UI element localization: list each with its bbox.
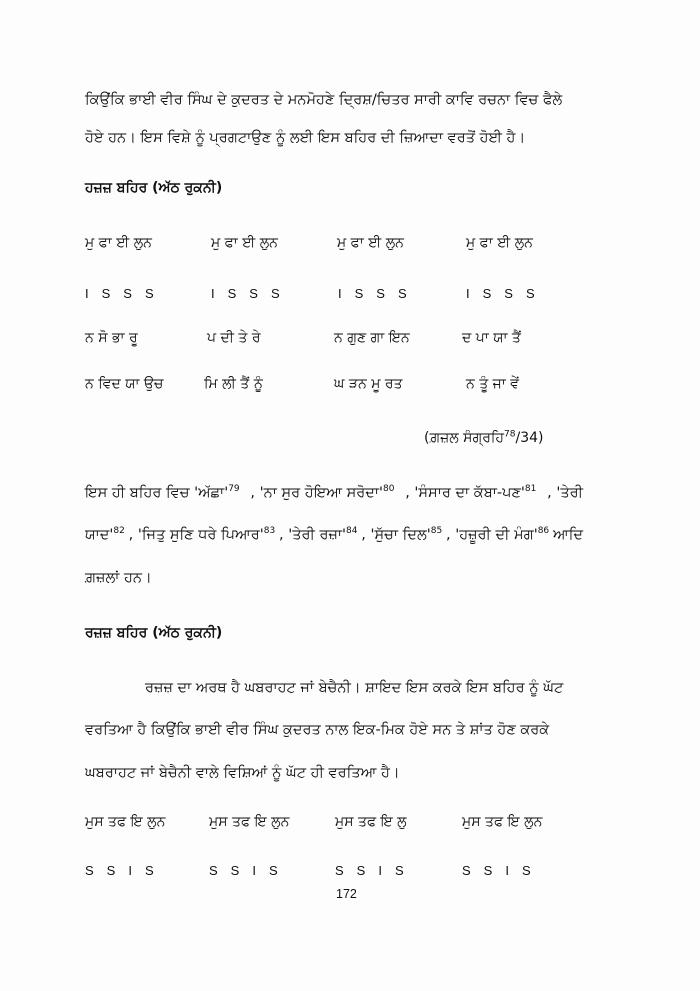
scansion-group xyxy=(85,861,167,881)
section-heading-rajaz: ਰਜ਼ਜ਼ ਬਹਿਰ (ਅੱਠ ਰੁਕਨੀ) xyxy=(85,625,223,641)
paragraph-1-line-1: ਕਿਉਂਕਿ ਭਾਈ ਵੀਰ ਸਿੰਘ ਦੇ ਕੁਦਰਤ ਦੇ ਮਨਮੋਹਣੇ ਦ੍ਰਿਸ਼/ਚਿਤਰ ਸਾਰੀ ਕਾਵਿ ਰਚਨਾ ਵਿਚ ਫੈਲੇ xyxy=(85,92,563,108)
scansion-mark: S xyxy=(249,286,258,301)
meter-foot: ਮੁਸ ਤਫ ਇ ਲੁਨ xyxy=(462,814,543,830)
verse-syllables: ਮਿ ਲੀ ਤੈਂ ਨੂੰ xyxy=(204,376,263,392)
text-segment: , 'ਨਾ ਸੁਰ ਹੋਇਆ $ਸਰੋਦਾ'^{80}$ xyxy=(250,484,395,501)
footnote-ref: 81 xyxy=(524,484,537,495)
scansion-mark: I xyxy=(338,286,342,301)
scansion-mark: S xyxy=(394,863,404,878)
paragraph-3-line-2: ਵਰਤਿਆ ਹੈ ਕਿਉਂਕਿ ਭਾਈ ਵੀਰ ਸਿੰਘ ਕੁਦਰਤ ਨਾਲ ਇਕ-ਮਿਕ ਹੋਏ ਸਨ ਤੇ ਸ਼ਾਂਤ ਹੋਣ ਕਰਕੇ xyxy=(85,722,550,738)
scansion-mark: S xyxy=(462,863,471,878)
scansion-mark: I xyxy=(378,863,382,878)
scansion-mark: S xyxy=(504,286,513,301)
footnote-ref: 79 xyxy=(228,484,240,495)
footnote-ref: 83 xyxy=(263,526,276,537)
text-segment: $ਯਾਦ'^{82}$ xyxy=(85,526,125,543)
paragraph-2-line-3: ਗ਼ਜ਼ਲਾਂ ਹਨ। xyxy=(85,570,152,586)
footnote-ref: 80 xyxy=(382,484,395,495)
text-segment: , 'ਸੰਸਾਰ ਦਾ $ਕੱਬਾ-ਪਣ'^{81}$ xyxy=(405,484,537,501)
paragraph-2-line-2 xyxy=(85,525,583,545)
footnote-ref: 82 xyxy=(113,526,125,537)
scansion-mark: S xyxy=(356,863,366,878)
scansion-mark: I xyxy=(466,286,470,301)
citation xyxy=(424,428,543,448)
scansion-mark: S xyxy=(230,863,240,878)
scansion-mark: S xyxy=(354,286,364,301)
text-segment: ਆਦਿ xyxy=(552,527,583,543)
scansion-mark: I xyxy=(211,286,215,301)
scansion-mark: S xyxy=(85,863,94,878)
paragraph-2-line-1 xyxy=(85,483,583,503)
verse-syllables: ਪ ਦੀ ਤੇ ਰੇ xyxy=(207,330,261,346)
footnote-ref: 85 xyxy=(430,526,443,537)
verse-syllables: ਦ ਪਾ ਯਾ ਤੈਂ xyxy=(462,330,521,346)
scansion-mark: S xyxy=(397,286,407,301)
verse-syllables: ਨ ਵਿਦ ਯਾ ਉਚ xyxy=(85,376,164,392)
text-segment: , 'ਤੇਰੀ $ਰਜ਼ਾ'^{84}$ xyxy=(279,526,358,543)
meter-foot: ਮੁਸ ਤਫ ਇ ਲੁ xyxy=(335,814,407,830)
scansion-group xyxy=(466,284,548,304)
text-segment: , 'ਤੇਰੀ xyxy=(547,485,583,501)
meter-foot: ਮੁ ਫਾ ਈ ਲੁਨ xyxy=(466,235,533,251)
scansion-mark: S xyxy=(123,286,132,301)
footnote-ref: 84 xyxy=(346,526,358,537)
meter-foot: ਮੁ ਫਾ ਈ ਲੁਨ xyxy=(337,235,404,251)
scansion-mark: S xyxy=(268,863,278,878)
page-number: 172 xyxy=(336,887,357,901)
meter-foot: ਮੁਸ ਤਫ ਇ ਲੁਨ xyxy=(85,814,166,830)
scansion-mark: I xyxy=(128,863,132,878)
scansion-mark: I xyxy=(85,286,89,301)
paragraph-3-line-3: ਘਬਰਾਹਟ ਜਾਂ ਬੇਚੈਨੀ ਵਾਲੇ ਵਿਸ਼ਿਆਂ ਨੂੰ ਘੱਟ ਹੀ ਵਰਤਿਆ ਹੈ। xyxy=(85,765,400,781)
scansion-mark: I xyxy=(252,863,256,878)
scansion-mark: S xyxy=(227,286,237,301)
scansion-group xyxy=(338,284,420,304)
footnote-ref: 86 xyxy=(537,526,550,537)
scansion-group xyxy=(85,284,167,304)
scansion-mark: S xyxy=(101,286,111,301)
footnote-ref: 78 xyxy=(504,429,516,440)
meter-foot: ਮੁਸ ਤਫ ਇ ਲੁਨ xyxy=(209,814,290,830)
scansion-mark: S xyxy=(335,863,344,878)
scansion-mark: S xyxy=(144,863,154,878)
scansion-group xyxy=(462,861,544,881)
scansion-mark: S xyxy=(482,286,492,301)
verse-syllables: ਨ ਗੁਣ ਗਾ ਇਨ xyxy=(334,330,410,346)
verse-syllables: ਘ ੜਨ ਮੂ ਰਤ xyxy=(334,376,403,392)
scansion-mark: S xyxy=(270,286,280,301)
text-segment: , 'ਹਜ਼ੂਰੀ ਦੀ $ਮੰਗ'^{86}$ xyxy=(445,526,550,543)
verse-syllables: ਨ ਸੋ ਭਾ ਰੂ xyxy=(85,330,138,346)
scansion-group xyxy=(335,861,417,881)
meter-foot: ਮੁ ਫਾ ਈ ਲੁਨ xyxy=(211,235,278,251)
scansion-mark: S xyxy=(144,286,154,301)
scansion-mark: S xyxy=(209,863,218,878)
text-segment: , 'ਸੁੱਚਾ $ਦਿਲ'^{85}$ xyxy=(361,526,443,543)
paragraph-1-line-2: ਹੋਏ ਹਨ। ਇਸ ਵਿਸ਼ੇ ਨੂੰ ਪ੍ਰਗਟਾਉਣ ਨੂੰ ਲਈ ਇਸ ਬਹਿਰ ਦੀ ਜ਼ਿਆਦਾ ਵਰਤੋਂ ਹੋਈ ਹੈ। xyxy=(85,130,526,146)
section-heading-hazaj: ਹਜ਼ਜ਼ ਬਹਿਰ (ਅੱਠ ਰੁਕਨੀ) xyxy=(85,180,223,196)
citation-source: (ਗ਼ਜ਼ਲ ਸੰਗ੍ਰਹਿ xyxy=(424,430,505,446)
text-segment: , 'ਜਿਤੁ ਸੁਣਿ ਧਰੇ $ਪਿਆਰ'^{83}$ xyxy=(128,526,276,543)
scansion-mark: I xyxy=(505,863,509,878)
citation-page: /34) xyxy=(515,430,544,446)
scansion-mark: S xyxy=(376,286,385,301)
scansion-mark: S xyxy=(521,863,531,878)
scansion-group xyxy=(209,861,291,881)
paragraph-3-line-1: ਰਜ਼ਜ਼ ਦਾ ਅਰਥ ਹੈ ਘਬਰਾਹਟ ਜਾਂ ਬੇਚੈਨੀ। ਸ਼ਾਇਦ ਇਸ ਕਰਕੇ ਇਸ ਬਹਿਰ ਨੂੰ ਘੱਟ xyxy=(145,680,564,696)
scansion-mark: S xyxy=(483,863,493,878)
text-segment: ਇਸ ਹੀ ਬਹਿਰ ਵਿਚ '$ਅੱਛਾ'^{79}$ xyxy=(85,484,240,501)
scansion-group xyxy=(211,284,293,304)
meter-foot: ਮੁ ਫਾ ਈ ਲੁਨ xyxy=(85,235,152,251)
verse-syllables: ਨ ਤੂੰ ਜਾ ਵੇਂ xyxy=(466,376,519,392)
scansion-mark: S xyxy=(106,863,116,878)
scansion-mark: S xyxy=(525,286,535,301)
